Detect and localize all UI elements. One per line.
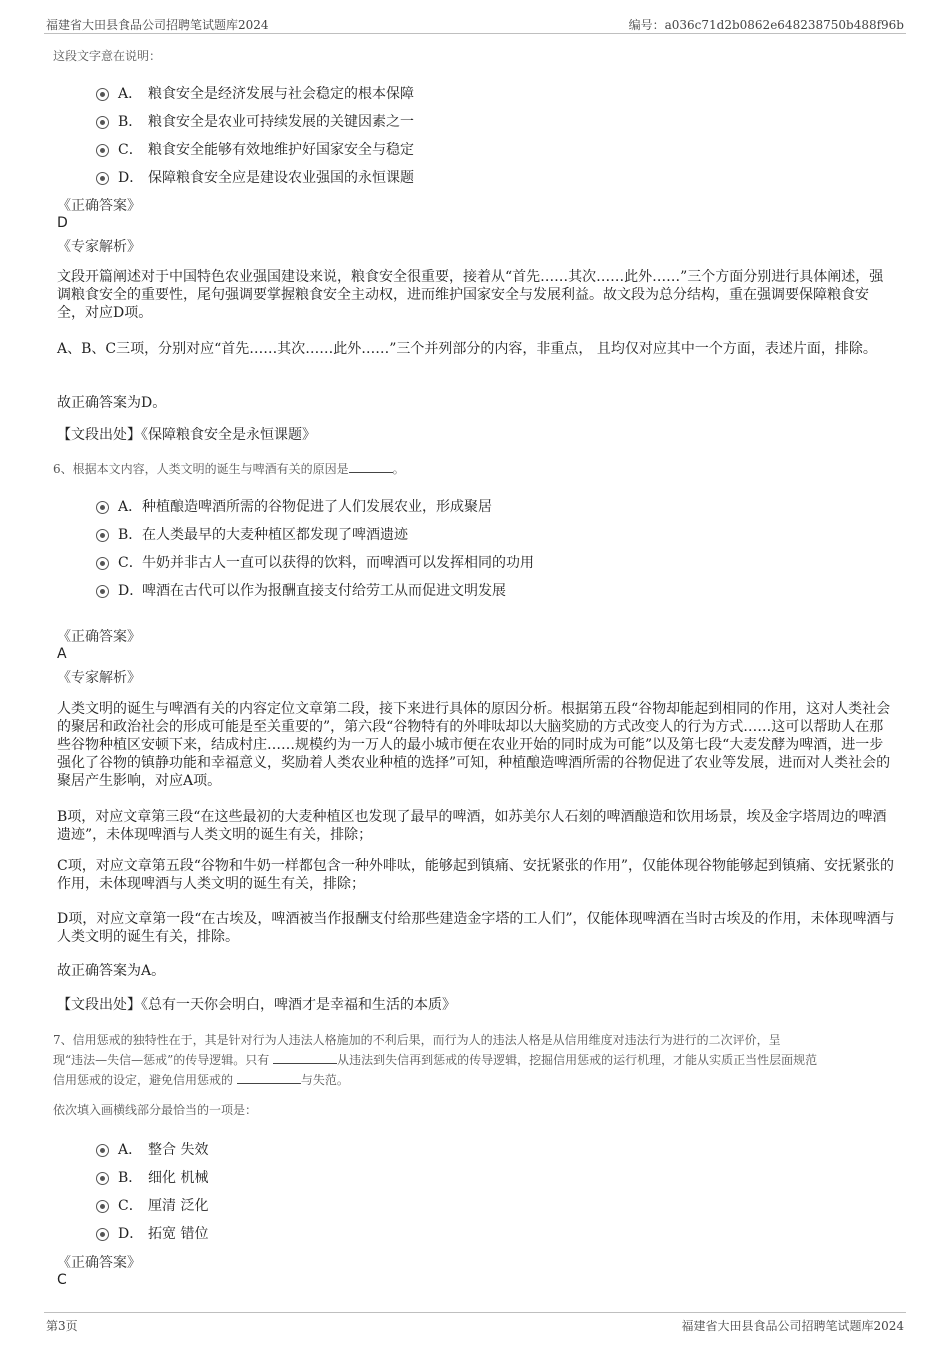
q5-answer-label: 《正确答案》 bbox=[57, 198, 141, 214]
q5-analysis-paragraph: 文段开篇阐述对于中国特色农业强国建设来说，粮食安全很重要，接着从“首先……其次……此外……”三个方面分别进行具体阐述，强调粮食安全的重要性，尾句强调要掌握粮食安全主动权，进而维护国家安全与发展利益。故文段为总分结构，重在强调要保障粮食安全，对应D项。 bbox=[57, 269, 884, 321]
option-letter: B． bbox=[118, 1170, 143, 1186]
q6-source: 【文段出处】《总有一天你会明白，啤酒才是幸福和生活的本质》 bbox=[57, 997, 456, 1013]
page-footer bbox=[44, 1312, 906, 1336]
option-text: 拓宽 错位 bbox=[148, 1226, 209, 1242]
q7-text: 从违法到失信再到惩戒的传导逻辑，挖掘信用惩戒的运行机理，才能从实质正当性层面规范 bbox=[337, 1053, 818, 1067]
radio-button[interactable] bbox=[96, 557, 109, 570]
q6-analysis-paragraph: B项，对应文章第三段“在这些最初的大麦种植区也发现了最早的啤酒，如苏美尔人石刻的啤酒酿造和饮用场景，埃及金字塔周边的啤酒遗迹”，未体现啤酒与人类文明的诞生有关，排除； bbox=[57, 809, 887, 843]
radio-button[interactable] bbox=[96, 1228, 109, 1241]
q7-answer-label: 《正确答案》 bbox=[57, 1255, 141, 1271]
q6-analysis-paragraph: D项，对应文章第一段“在古埃及，啤酒被当作报酬支付给那些建造金字塔的工人们”，仅能体现啤酒在当时古埃及的作用，未体现啤酒与人类文明的诞生有关，排除。 bbox=[57, 911, 895, 945]
header-serial: 编号：a036c71d2b0862e648238750b488f96b bbox=[628, 18, 904, 32]
q5-prompt: 这段文字意在说明： bbox=[53, 49, 162, 63]
q7-answer: C bbox=[57, 1272, 67, 1288]
q5-source: 【文段出处】《保障粮食安全是永恒课题》 bbox=[57, 427, 316, 443]
q7-line bbox=[53, 1070, 903, 1090]
option-letter: C． bbox=[118, 1198, 143, 1214]
answer-blank bbox=[273, 1052, 337, 1064]
option-text: 粮食安全是经济发展与社会稳定的根本保障 bbox=[148, 86, 414, 102]
radio-button[interactable] bbox=[96, 585, 109, 598]
option-text: 啤酒在古代可以作为报酬直接支付给劳工从而促进文明发展 bbox=[142, 583, 506, 599]
option-letter: D． bbox=[118, 583, 144, 599]
radio-button[interactable] bbox=[96, 1200, 109, 1213]
option-letter: D． bbox=[118, 170, 144, 186]
option-letter: A． bbox=[118, 86, 143, 102]
q7-text: 与失范。 bbox=[300, 1073, 349, 1087]
answer-blank bbox=[237, 1072, 301, 1084]
radio-button[interactable] bbox=[96, 144, 109, 157]
answer-blank bbox=[349, 461, 393, 473]
radio-button[interactable] bbox=[96, 172, 109, 185]
option-text: 牛奶并非古人一直可以获得的饮料，而啤酒可以发挥相同的功用 bbox=[142, 555, 534, 571]
q5-answer: D bbox=[57, 215, 68, 231]
option-text: 保障粮食安全应是建设农业强国的永恒课题 bbox=[148, 170, 414, 186]
q6-prompt bbox=[53, 459, 405, 479]
option-letter: C． bbox=[118, 142, 143, 158]
option-text: 粮食安全能够有效地维护好国家安全与稳定 bbox=[148, 142, 414, 158]
footer-page-number: 第3页 bbox=[46, 1319, 78, 1333]
radio-button[interactable] bbox=[96, 116, 109, 129]
option-text: 在人类最早的大麦种植区都发现了啤酒遗迹 bbox=[142, 527, 408, 543]
radio-button[interactable] bbox=[96, 501, 109, 514]
option-text: 种植酿造啤酒所需的谷物促进了人们发展农业，形成聚居 bbox=[142, 499, 492, 515]
q6-analysis-paragraph: 人类文明的诞生与啤酒有关的内容定位文章第二段，接下来进行具体的原因分析。根据第五段“谷物却能起到相同的作用，这对人类社会的聚居和政治社会的形成可能是至关重要的”，第六段“谷物特有的外啡呔却以大脑奖励的方式改变人的行为方式……这可以帮助人在那些谷物种植区安顿下来，结成村庄……规模约为一万人的最小城市便在农业开始的同时成为可能”以及第七段“大麦发酵为啤酒，进一步强化了谷物的镇静功能和幸福意义，奖励着人类农业种植的选择”可知，种植酿造啤酒所需的谷物促进了农业等发展，进而对人类社会的聚居产生影响，对应A项。 bbox=[57, 701, 891, 789]
footer-title: 福建省大田县食品公司招聘笔试题库2024 bbox=[681, 1319, 904, 1333]
radio-button[interactable] bbox=[96, 1172, 109, 1185]
option-letter: D． bbox=[118, 1226, 144, 1242]
radio-button[interactable] bbox=[96, 1144, 109, 1157]
q6-analysis-paragraph: C项，对应文章第五段“谷物和牛奶一样都包含一种外啡呔，能够起到镇痛、安抚紧张的作用”，仅能体现谷物能够起到镇痛、安抚紧张的作用，未体现啤酒与人类文明的诞生有关，排除； bbox=[57, 858, 895, 892]
q7-prompt: 依次填入画横线部分最恰当的一项是： bbox=[53, 1103, 258, 1117]
radio-button[interactable] bbox=[96, 529, 109, 542]
page-header bbox=[44, 12, 906, 34]
q7-stem bbox=[53, 1030, 903, 1090]
q7-text: 信用惩戒的设定，避免信用惩戒的 bbox=[53, 1073, 234, 1087]
option-letter: A． bbox=[118, 1142, 143, 1158]
q5-conclusion: 故正确答案为D。 bbox=[57, 395, 167, 411]
option-text: 厘清 泛化 bbox=[148, 1198, 209, 1214]
q5-analysis-label: 《专家解析》 bbox=[57, 239, 141, 255]
header-title: 福建省大田县食品公司招聘笔试题库2024 bbox=[46, 18, 269, 32]
option-text: 粮食安全是农业可持续发展的关键因素之一 bbox=[148, 114, 414, 130]
q5-analysis-paragraph: A、B、C三项，分别对应“首先……其次……此外……”三个并列部分的内容，非重点， 且均仅对应其中一个方面，表述片面，排除。 bbox=[57, 341, 877, 357]
option-text: 细化 机械 bbox=[148, 1170, 209, 1186]
q6-answer-label: 《正确答案》 bbox=[57, 629, 141, 645]
option-letter: B． bbox=[118, 114, 143, 130]
option-letter: A． bbox=[118, 499, 143, 515]
option-letter: B． bbox=[118, 527, 143, 543]
q6-prompt-end: 。 bbox=[392, 462, 405, 476]
option-text: 整合 失效 bbox=[148, 1142, 209, 1158]
q6-prompt-text: 6、根据本文内容，人类文明的诞生与啤酒有关的原因是 bbox=[53, 462, 349, 476]
radio-button[interactable] bbox=[96, 88, 109, 101]
q7-text: 现“违法—失信—惩戒”的传导逻辑。只有 bbox=[53, 1053, 270, 1067]
q7-line: 7、信用惩戒的独特性在于，其是针对行为人违法人格施加的不利后果，而行为人的违法人格是从信用维度对违法行为进行的二次评价，呈 bbox=[53, 1033, 781, 1047]
q6-analysis-label: 《专家解析》 bbox=[57, 670, 141, 686]
q6-answer: A bbox=[57, 646, 67, 662]
q7-line bbox=[53, 1050, 903, 1070]
option-letter: C． bbox=[118, 555, 143, 571]
q6-conclusion: 故正确答案为A。 bbox=[57, 963, 166, 979]
